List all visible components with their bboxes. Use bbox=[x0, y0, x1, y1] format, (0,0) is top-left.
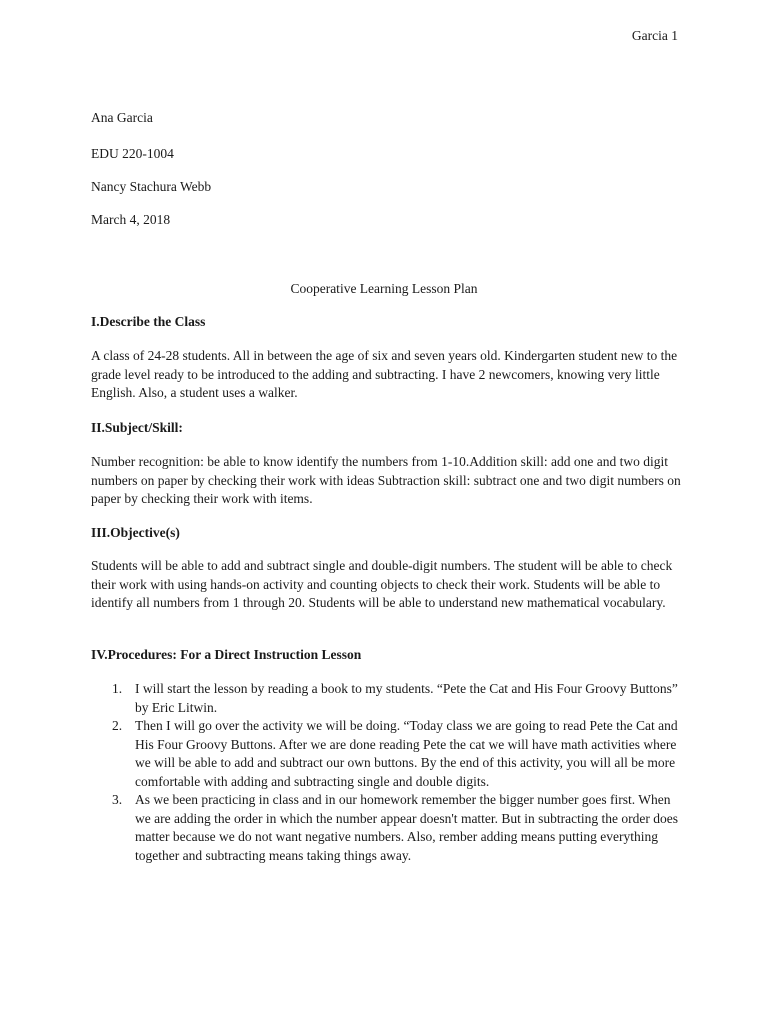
procedure-number: 2. bbox=[112, 718, 123, 733]
section-body-subject-skill: Number recognition: be able to know identify the numbers from 1-10.Addition skill: add one and two digit numbers on paper by checking their work with ideas Subtraction skill: subtract one and two digit numbers on paper by checking their work with items. bbox=[91, 454, 681, 506]
procedure-item-3 bbox=[91, 791, 685, 865]
procedure-item-2 bbox=[91, 717, 685, 791]
procedure-number: 1. bbox=[112, 681, 123, 696]
author-name: Ana Garcia bbox=[91, 110, 153, 125]
document-title: Cooperative Learning Lesson Plan bbox=[290, 281, 478, 296]
course-code: EDU 220-1004 bbox=[91, 146, 174, 161]
instructor-name: Nancy Stachura Webb bbox=[91, 179, 212, 194]
section-title-describe-class: I.Describe the Class bbox=[91, 314, 206, 329]
procedures-list bbox=[91, 680, 685, 865]
procedure-text: As we been practicing in class and in our homework remember the bigger number goes first. When we are adding the order in which the number appear doesn't matter. But in subtracting the order does matter because we do not want negative numbers. Also, rember adding means putting everything together and subtracting means taking things away. bbox=[135, 792, 679, 863]
section-title-objectives: III.Objective(s) bbox=[91, 525, 180, 540]
procedures-list-container bbox=[91, 680, 685, 865]
procedure-item-1 bbox=[91, 680, 685, 717]
procedure-text: I will start the lesson by reading a book to my students. “Pete the Cat and His Four Groovy Buttons” by Eric Litwin. bbox=[135, 681, 678, 715]
section-body-describe-class: A class of 24-28 students. All in between the age of six and seven years old. Kindergarten student new to the grade level ready to be introduced to the adding and subtracting. I have 2 newcomers, knowing very little English. Also, a student uses a walker. bbox=[91, 348, 678, 400]
procedure-number: 3. bbox=[112, 792, 123, 807]
running-head: Garcia 1 bbox=[631, 28, 678, 43]
document-date: March 4, 2018 bbox=[91, 212, 171, 227]
section-body-objectives: Students will be able to add and subtract single and double-digit numbers. The student will be able to check their work with using hands-on activity and counting objects to check their work. Students will be able to identify all numbers from 1 through 20. Students will be able to understand new mathematical vocabulary. bbox=[91, 558, 673, 610]
section-title-subject-skill: II.Subject/Skill: bbox=[91, 420, 183, 435]
procedure-text: Then I will go over the activity we will be doing. “Today class we are going to read Pete the Cat and His Four Groovy Buttons. After we are done reading Pete the cat we will have math activities where we will be able to add and subtract our own buttons. By the end of this activity, you will all be more comfortable with adding and subtracting single and double digits. bbox=[135, 718, 678, 789]
section-title-procedures: IV.Procedures: For a Direct Instruction Lesson bbox=[91, 647, 362, 662]
